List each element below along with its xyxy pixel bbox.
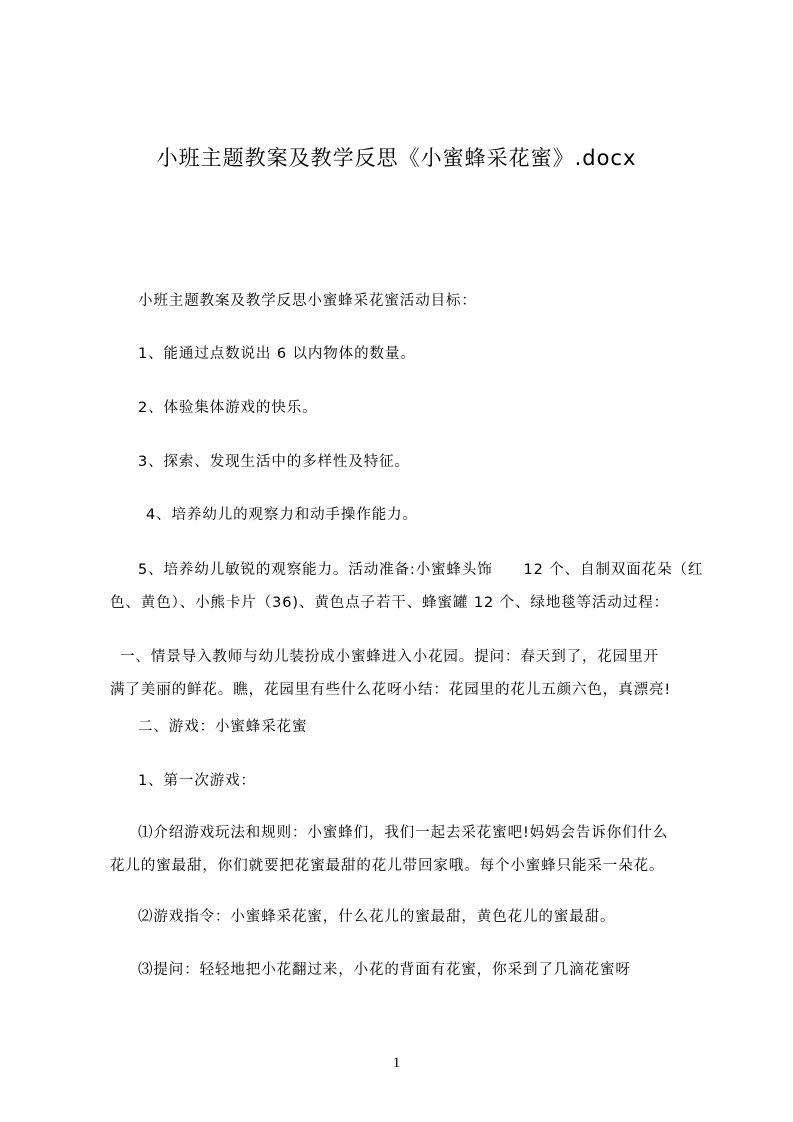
paragraph-line: 一、情景导入教师与幼儿装扮成小蜜蜂进入小花园。提问：春天到了，花园里开 — [120, 649, 659, 665]
paragraph-line: 二、游戏：小蜜蜂采花蜜 — [138, 719, 308, 735]
paragraph-line: ⑵游戏指令：小蜜蜂采花蜜，什么花儿的蜜最甜，黄色花儿的蜜最甜。 — [138, 909, 616, 925]
paragraph-line: 4、培养幼儿的观察力和动手操作能力。 — [146, 507, 418, 523]
paragraph-line: 5、培养幼儿敏锐的观察能力。活动准备:小蜜蜂头饰 12 个、自制双面花朵（红 — [138, 562, 704, 578]
paragraph-line: 色、黄色）、小熊卡片（36)、黄色点子若干、蜂蜜罐 12 个、绿地毯等活动过程： — [110, 595, 670, 611]
paragraph-line: ⑴介绍游戏玩法和规则：小蜜蜂们，我们一起去采花蜜吧!妈妈会告诉你们什么 — [138, 825, 669, 841]
paragraph-line: 满了美丽的鲜花。瞧，花园里有些什么花呀小结：花园里的花儿五颜六色，真漂亮! — [110, 682, 672, 698]
paragraph-line: ⑶提问：轻轻地把小花翻过来，小花的背面有花蜜，你采到了几滴花蜜呀 — [138, 962, 631, 978]
document-title: 小班主题教案及教学反思《小蜜蜂采花蜜》.docx — [156, 146, 637, 170]
paragraph-line: 小班主题教案及教学反思小蜜蜂采花蜜活动目标： — [138, 293, 477, 309]
paragraph-line: 2、体验集体游戏的快乐。 — [138, 400, 318, 416]
page-number: 1 — [392, 1055, 401, 1071]
paragraph-line: 1、能通过点数说出 6 以内物体的数量。 — [138, 346, 416, 362]
paragraph-line: 3、探索、发现生活中的多样性及特征。 — [138, 454, 410, 470]
paragraph-line: 花儿的蜜最甜，你们就要把花蜜最甜的花儿带回家哦。每个小蜜蜂只能采一朵花。 — [110, 858, 665, 874]
paragraph-line: 1、第一次游戏： — [138, 773, 256, 789]
